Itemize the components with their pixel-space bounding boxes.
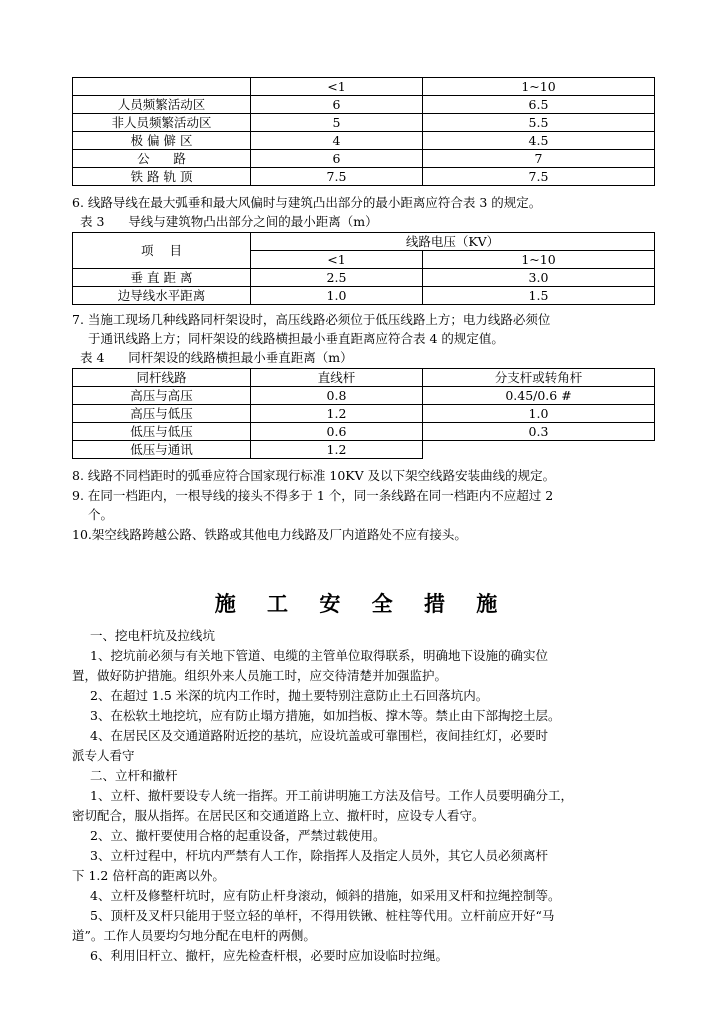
table-cell: 非人员频繁活动区 <box>73 114 251 132</box>
paragraph-line: 6、利用旧杆立、撤杆，应先检查杆根，必要时应加设临时拉绳。 <box>90 948 448 963</box>
table-cell: <1 <box>251 78 423 96</box>
item-6-text: 6. 线路导线在最大弧垂和最大风偏时与建筑凸出部分的最小距离应符合表 3 的规定。 <box>72 195 542 210</box>
table-row <box>73 405 655 423</box>
item-9-line-1: 9. 在同一档距内，一根导线的接头不得多于 1 个，同一条线路在同一档距内不应超过 2 <box>72 488 554 503</box>
paragraph-line: 5、顶杆及叉杆只能用于竖立轻的单杆，不得用铁锹、桩柱等代用。立杆前应开好“马 <box>90 908 555 923</box>
table-cell: <1 <box>251 251 423 269</box>
table-row <box>73 387 655 405</box>
table-cell: 1.0 <box>423 405 655 423</box>
table-cell: 项 目 <box>73 233 251 269</box>
table-cell: 分支杆或转角杆 <box>423 369 655 387</box>
table-cell: 公 路 <box>73 150 251 168</box>
table-cell: 6.5 <box>423 96 655 114</box>
table-cell: 0.8 <box>251 387 423 405</box>
table-row <box>73 233 655 251</box>
table-row <box>73 150 655 168</box>
table-cell: 6 <box>251 96 423 114</box>
table-cell: 4 <box>251 132 423 150</box>
table-cell: 铁 路 轨 顶 <box>73 168 251 186</box>
distance-table-top <box>72 77 655 186</box>
paragraph-line: 2、立、撤杆要使用合格的起重设备，严禁过载使用。 <box>90 828 386 843</box>
table-cell: 垂 直 距 离 <box>73 269 251 287</box>
table-cell: 0.6 <box>251 423 423 441</box>
item-10-text: 10.架空线路跨越公路、铁路或其他电力线路及厂内道路处不应有接头。 <box>72 527 467 542</box>
heading-1: 一、挖电杆坑及拉线坑 <box>90 628 216 643</box>
paragraph-line: 密切配合，服从指挥。在居民区和交通道路上立、撤杆时，应设专人看守。 <box>72 808 485 823</box>
paragraph-line: 3、立杆过程中，杆坑内严禁有人工作，除指挥人及指定人员外，其它人员必须离杆 <box>90 848 548 863</box>
table-cell: 人员频繁活动区 <box>73 96 251 114</box>
table-3-caption: 表 3 导线与建筑物凸出部分之间的最小距离（m） <box>80 214 378 229</box>
table-cell: 极 偏 僻 区 <box>73 132 251 150</box>
item-7-line-2: 于通讯线路上方；同杆架设的线路横担最小垂直距离应符合表 4 的规定值。 <box>88 331 504 346</box>
table-cell: 1~10 <box>423 251 655 269</box>
table-cell: 4.5 <box>423 132 655 150</box>
table-row <box>73 441 655 459</box>
paragraph-line: 1、立杆、撤杆要设专人统一指挥。开工前讲明施工方法及信号。工作人员要明确分工， <box>90 788 573 803</box>
table-cell: 低压与通讯 <box>73 441 251 459</box>
section-title: 施 工 安 全 措 施 <box>214 591 510 616</box>
paragraph-line: 4、在居民区及交通道路附近挖的基坑，应设坑盖或可靠围栏，夜间挂红灯，必要时 <box>90 728 548 743</box>
table-cell: 7 <box>423 150 655 168</box>
table-cell: 同杆线路 <box>73 369 251 387</box>
table-cell: 1.2 <box>251 405 423 423</box>
table-row <box>73 78 655 96</box>
table-cell: 5 <box>251 114 423 132</box>
table-cell: 2.5 <box>251 269 423 287</box>
item-7-line-1: 7. 当施工现场几种线路同杆架设时，高压线路必须位于低压线路上方；电力线路必须位 <box>72 312 551 327</box>
paragraph-line: 1、挖坑前必须与有关地下管道、电缆的主管单位取得联系，明确地下设施的确实位 <box>90 648 548 663</box>
table-cell: 边导线水平距离 <box>73 287 251 305</box>
paragraph-line: 2、在超过 1.5 米深的坑内工作时，抛土要特别注意防止土石回落坑内。 <box>90 688 489 703</box>
item-8-text: 8. 线路不同档距时的弧垂应符合国家现行标准 10KV 及以下架空线路安装曲线的规定。 <box>72 468 556 483</box>
table-row <box>73 423 655 441</box>
table-row <box>73 168 655 186</box>
table-4-caption: 表 4 同杆架设的线路横担最小垂直距离（m） <box>80 350 353 365</box>
table-cell: 7.5 <box>423 168 655 186</box>
table-row <box>73 269 655 287</box>
table-cell: 1.0 <box>251 287 423 305</box>
table-row <box>73 287 655 305</box>
item-9-line-2: 个。 <box>88 507 114 522</box>
table-cell: 0.45/0.6 # <box>423 387 655 405</box>
table-cell: 1.2 <box>251 441 423 459</box>
heading-2: 二、立杆和撤杆 <box>90 768 178 783</box>
paragraph-line: 4、立杆及修整杆坑时，应有防止杆身滚动，倾斜的措施，如采用叉杆和拉绳控制等。 <box>90 888 561 903</box>
paragraph-line: 派专人看守 <box>72 748 135 763</box>
table-cell: 7.5 <box>251 168 423 186</box>
table-cell: 6 <box>251 150 423 168</box>
table-row <box>73 96 655 114</box>
table-row <box>73 132 655 150</box>
paragraph-line: 3、在松软土地挖坑，应有防止塌方措施，如加挡板、撑木等。禁止由下部掏挖土层。 <box>90 708 561 723</box>
table-cell: 高压与低压 <box>73 405 251 423</box>
table-4 <box>72 368 655 459</box>
table-cell: 低压与低压 <box>73 423 251 441</box>
table-cell <box>423 441 655 459</box>
table-row <box>73 369 655 387</box>
table-cell: 0.3 <box>423 423 655 441</box>
table-cell: 5.5 <box>423 114 655 132</box>
table-3 <box>72 232 655 305</box>
paragraph-line: 道”。工作人员要均匀地分配在电杆的两侧。 <box>72 928 316 943</box>
paragraph-line: 下 1.2 倍杆高的距离以外。 <box>72 868 225 883</box>
table-cell: 1~10 <box>423 78 655 96</box>
table-cell: 线路电压（KV） <box>251 233 655 251</box>
table-row <box>73 114 655 132</box>
table-cell: 直线杆 <box>251 369 423 387</box>
table-cell <box>73 78 251 96</box>
paragraph-line: 置，做好防护措施。组织外来人员施工时，应交待清楚并加强监护。 <box>72 668 448 683</box>
table-cell: 3.0 <box>423 269 655 287</box>
table-cell: 高压与高压 <box>73 387 251 405</box>
table-cell: 1.5 <box>423 287 655 305</box>
